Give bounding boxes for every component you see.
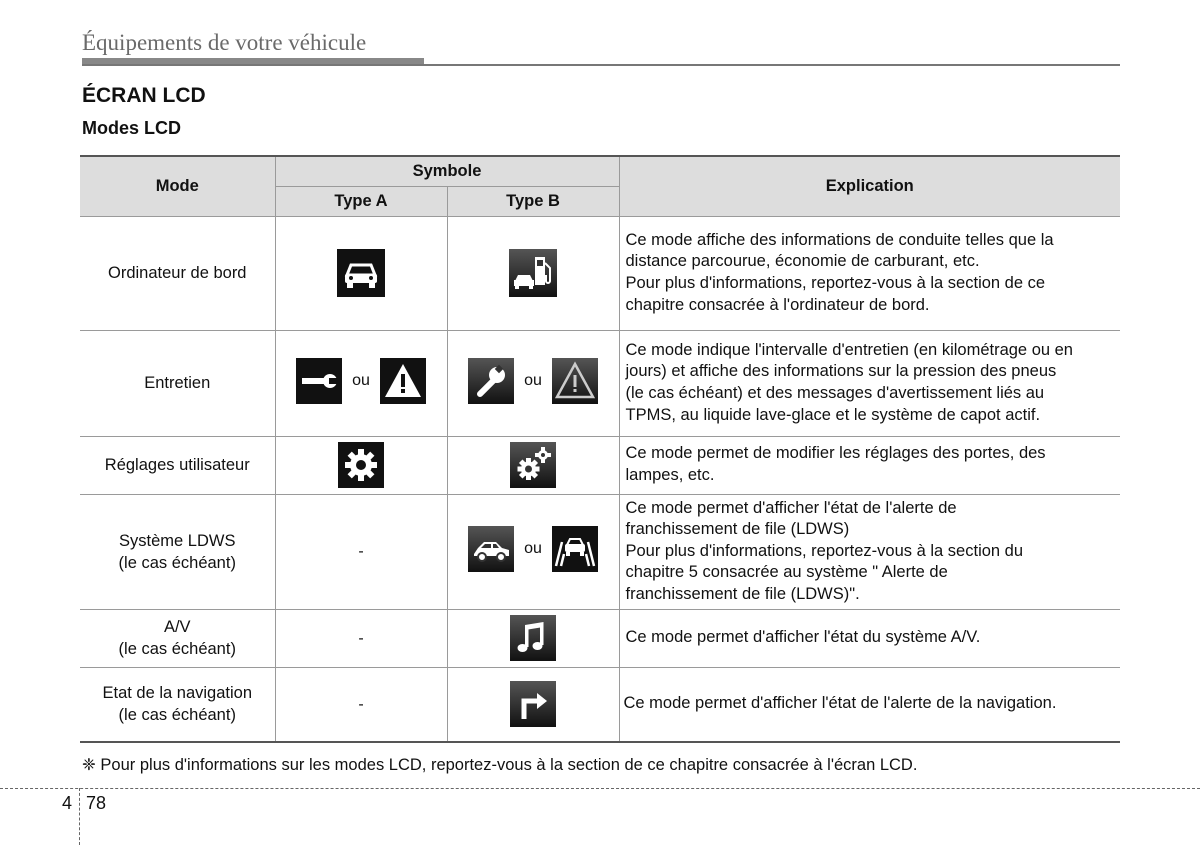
table-row [80, 436, 1120, 494]
table-row [80, 330, 1120, 436]
explication-line: Ce mode permet d'afficher l'état de l'alerte de [625, 498, 957, 517]
wrench-icon [468, 358, 514, 404]
type-b-cell [447, 494, 619, 609]
mode-label: (le cas échéant) [118, 640, 236, 658]
type-b-cell [447, 667, 619, 742]
section-title: ÉCRAN LCD [82, 84, 206, 107]
lane-departure-icon [552, 526, 598, 572]
explication-line: Ce mode affiche des informations de conduite telles que la [625, 230, 1054, 249]
turn-right-arrow-icon [510, 681, 556, 727]
type-a-cell [275, 667, 447, 742]
explication-line: chapitre consacrée à l'ordinateur de bord. [625, 295, 930, 314]
explication-line: TPMS, au liquide lave-glace et le système de capot actif. [625, 405, 1041, 424]
wrench-icon [296, 358, 342, 404]
explication-line: Pour plus d'informations, reportez-vous à la section du [625, 541, 1024, 560]
explication-cell [619, 609, 1120, 667]
type-a-cell [275, 330, 447, 436]
explication-line: (le cas échéant) et des messages d'avertissement liés au [625, 384, 1045, 402]
type-b-cell [447, 216, 619, 330]
footer-dashed-rule [0, 788, 1200, 789]
mode-label: A/V [163, 618, 191, 636]
explication-cell [619, 494, 1120, 609]
explication-cell [619, 330, 1120, 436]
type-b-cell [447, 436, 619, 494]
header-mode: Mode [80, 156, 275, 216]
explication-line: jours) et affiche des informations sur la pression des pneus [625, 362, 1057, 381]
explication-line: Pour plus d'informations, reportez-vous à la section de ce [625, 274, 1046, 292]
footer-dashed-divider [79, 788, 80, 845]
gear-icon [338, 442, 384, 488]
header-rule [82, 64, 1120, 66]
explication-line: franchissement de file (LDWS)". [625, 584, 860, 603]
warning-icon [380, 358, 426, 404]
mode-label: Entretien [144, 374, 211, 392]
header-type-b: Type B [447, 186, 619, 216]
type-b-cell [447, 609, 619, 667]
mode-label: (le cas échéant) [118, 706, 236, 725]
table-row [80, 494, 1120, 609]
mode-label: Système LDWS [119, 531, 236, 550]
no-symbol-dash: - [358, 695, 364, 713]
page-number: 78 [86, 793, 107, 813]
lcd-modes-table [80, 155, 1120, 743]
explication-line: lampes, etc. [625, 466, 715, 484]
explication-line: Ce mode permet d'afficher l'état du système A/V. [625, 628, 981, 647]
type-a-cell [275, 436, 447, 494]
explication-line: Ce mode indique l'intervalle d'entretien (en kilométrage ou en [625, 340, 1073, 359]
explication-line: franchissement de file (LDWS) [625, 520, 850, 539]
mode-cell [80, 494, 275, 609]
or-separator: ou [352, 371, 370, 389]
explication-line: chapitre 5 consacrée au système " Alerte de [625, 563, 948, 582]
explication-line: Ce mode permet de modifier les réglages des portes, des [625, 444, 1046, 463]
chapter-number: 4 [62, 793, 73, 813]
type-b-cell [447, 330, 619, 436]
mode-label: Ordinateur de bord [107, 264, 247, 282]
or-separator: ou [524, 540, 542, 557]
music-note-icon [510, 615, 556, 661]
header-title: Équipements de votre véhicule [82, 30, 367, 55]
gears-icon [510, 442, 556, 488]
car-side-icon [468, 526, 514, 572]
mode-cell [80, 216, 275, 330]
mode-cell [80, 609, 275, 667]
type-a-cell [275, 494, 447, 609]
header-explication: Explication [619, 156, 1120, 216]
footnote: ❈ Pour plus d'informations sur les modes LCD, reportez-vous à la section de ce chapitre consacrée à l'écran LCD. [82, 756, 918, 774]
type-a-cell [275, 216, 447, 330]
explication-line: Ce mode permet d'afficher l'état de l'alerte de la navigation. [623, 694, 1057, 713]
no-symbol-dash: - [358, 629, 364, 647]
mode-label: Etat de la navigation [102, 684, 253, 703]
mode-label: (le cas échéant) [118, 553, 236, 572]
explication-cell [619, 436, 1120, 494]
explication-line: distance parcourue, économie de carburant, etc. [625, 252, 980, 271]
header-type-a: Type A [275, 186, 447, 216]
car-fuel-icon [509, 249, 557, 297]
table-row [80, 667, 1120, 742]
mode-cell [80, 667, 275, 742]
subsection-title: Modes LCD [82, 118, 181, 138]
mode-cell [80, 436, 275, 494]
table-row [80, 609, 1120, 667]
warning-icon [552, 358, 598, 404]
no-symbol-dash: - [358, 543, 364, 560]
type-a-cell [275, 609, 447, 667]
table-row [80, 216, 1120, 330]
header-symbole: Symbole [275, 156, 619, 186]
explication-cell [619, 667, 1120, 742]
explication-cell [619, 216, 1120, 330]
mode-cell [80, 330, 275, 436]
mode-label: Réglages utilisateur [104, 456, 250, 474]
or-separator: ou [524, 371, 542, 389]
car-icon [337, 249, 385, 297]
